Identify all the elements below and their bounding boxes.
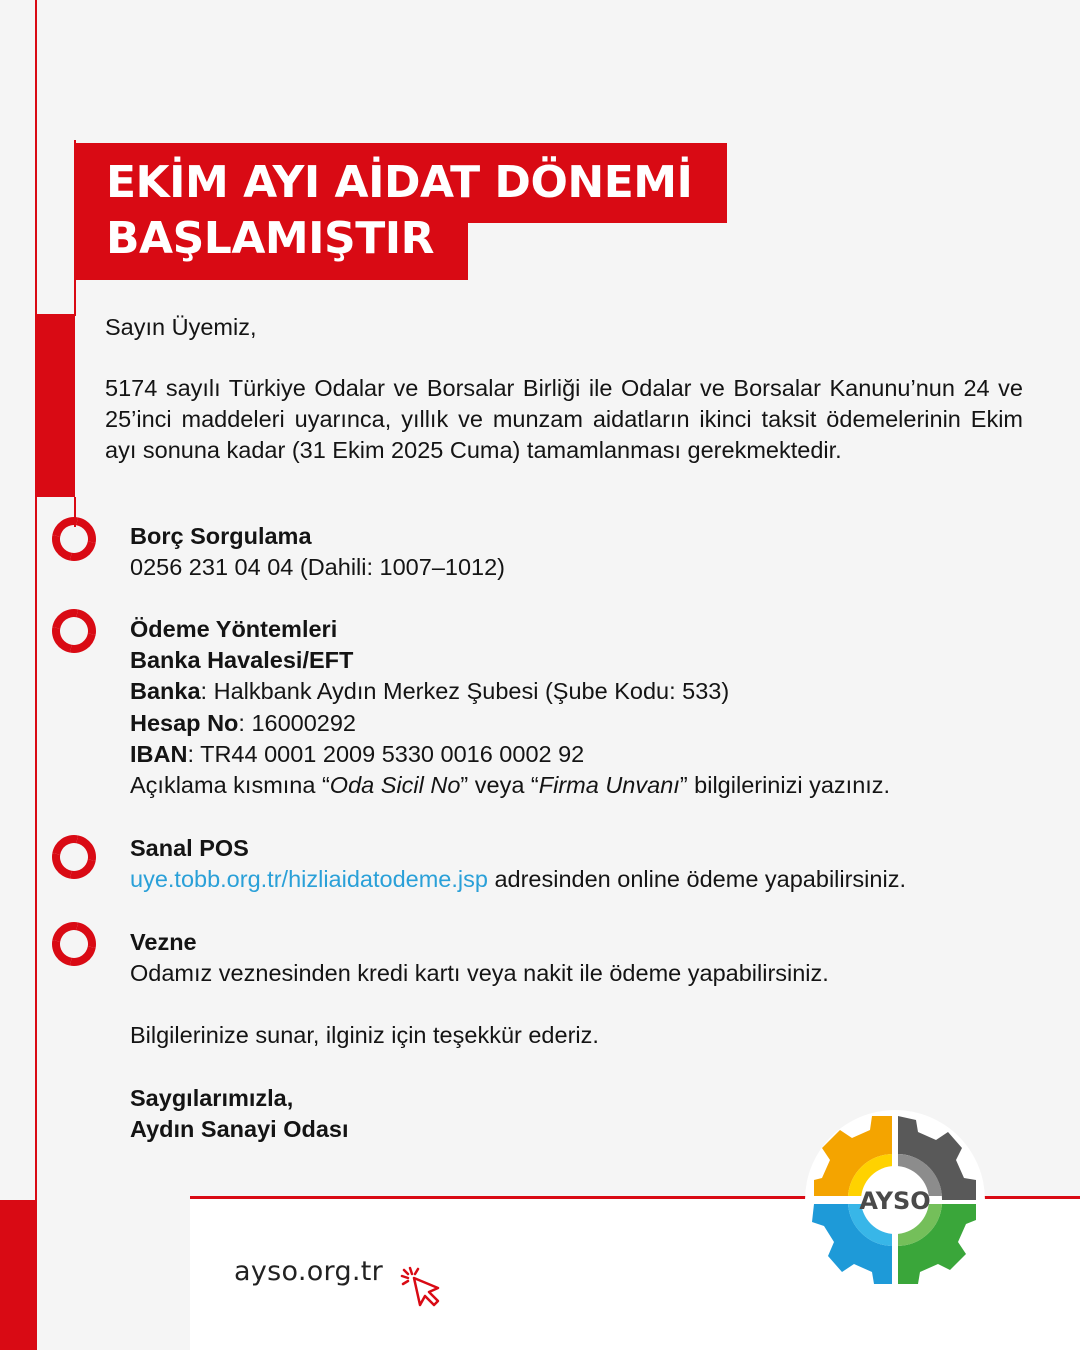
- target-marker-icon: [50, 607, 98, 655]
- section-debt-inquiry: [130, 521, 505, 583]
- target-marker-icon: [50, 920, 98, 968]
- red-accent-block: [37, 315, 75, 497]
- section-heading: Ödeme Yöntemleri: [130, 616, 338, 642]
- section-cashier: [130, 927, 829, 989]
- iban-value: : TR44 0001 2009 5330 0016 0002 92: [187, 740, 585, 767]
- note-suffix: ” bilgilerinizi yazınız.: [679, 772, 891, 799]
- target-marker-icon: [50, 515, 98, 563]
- pos-text: adresinden online ödeme yapabilirsiniz.: [487, 866, 906, 893]
- account-line: [130, 708, 890, 739]
- ayso-logo: [800, 1108, 990, 1293]
- website-link[interactable]: ayso.org.tr: [234, 1256, 384, 1287]
- iban-line: [130, 739, 890, 770]
- note-middle: ” veya “: [460, 772, 539, 799]
- note-italic-unvan: Firma Unvanı: [538, 772, 680, 799]
- bottom-red-accent: [0, 1200, 37, 1350]
- note-italic-sicil: Oda Sicil No: [329, 772, 461, 799]
- section-subheading: Banka Havalesi/EFT: [130, 647, 354, 674]
- section-payment-methods: [130, 614, 890, 801]
- bank-label: Banka: [130, 678, 201, 705]
- intro-block: [105, 312, 1023, 466]
- title-line-2: BAŞLAMIŞTIR: [106, 213, 434, 264]
- section-heading: Sanal POS: [130, 835, 249, 861]
- account-value: : 16000292: [238, 709, 357, 736]
- section-heading: Borç Sorgulama: [130, 523, 312, 549]
- bank-value: : Halkbank Aydın Merkez Şubesi (Şube Kodu: 533): [200, 678, 730, 705]
- title-line-1: EKİM AYI AİDAT DÖNEMİ: [106, 157, 693, 208]
- payment-note: [130, 770, 890, 801]
- intro-paragraph: 5174 sayılı Türkiye Odalar ve Borsalar Birliği ile Odalar ve Borsalar Kanunu’nun 24 ve 25’inci maddeleri uyarınca, yıllık ve munzam aidatların ikinci taksit ödemelerinin Ekim ayı sonuna kadar (31 Ekim 2025 Cuma) tamamlanması gerekmektedir.: [105, 375, 1023, 463]
- cursor-click-icon: [400, 1266, 446, 1308]
- signature: Aydın Sanayi Odası: [130, 1116, 349, 1142]
- account-label: Hesap No: [130, 709, 239, 736]
- section-virtual-pos: [130, 833, 906, 895]
- frame-left-line: [35, 0, 37, 1350]
- iban-label: IBAN: [130, 740, 188, 767]
- greeting: Sayın Üyemiz,: [105, 314, 257, 340]
- logo-text: AYSO: [859, 1187, 931, 1215]
- cashier-text: Odamız veznesinden kredi kartı veya nakit ile ödeme yapabilirsiniz.: [130, 960, 829, 987]
- page-title: [106, 155, 692, 267]
- phone-number: 0256 231 04 04 (Dahili: 1007–1012): [130, 554, 505, 581]
- section-heading: Vezne: [130, 929, 197, 955]
- target-marker-icon: [50, 833, 98, 881]
- closing-regards: Saygılarımızla,: [130, 1085, 294, 1111]
- pos-payment-link[interactable]: uye.tobb.org.tr/hizliaidatodeme.jsp: [130, 866, 488, 893]
- closing-thanks: Bilgilerinize sunar, ilginiz için teşekkür ederiz.: [130, 1022, 599, 1048]
- pos-line: [130, 864, 906, 895]
- note-prefix: Açıklama kısmına “: [130, 772, 330, 799]
- bank-line: [130, 676, 890, 707]
